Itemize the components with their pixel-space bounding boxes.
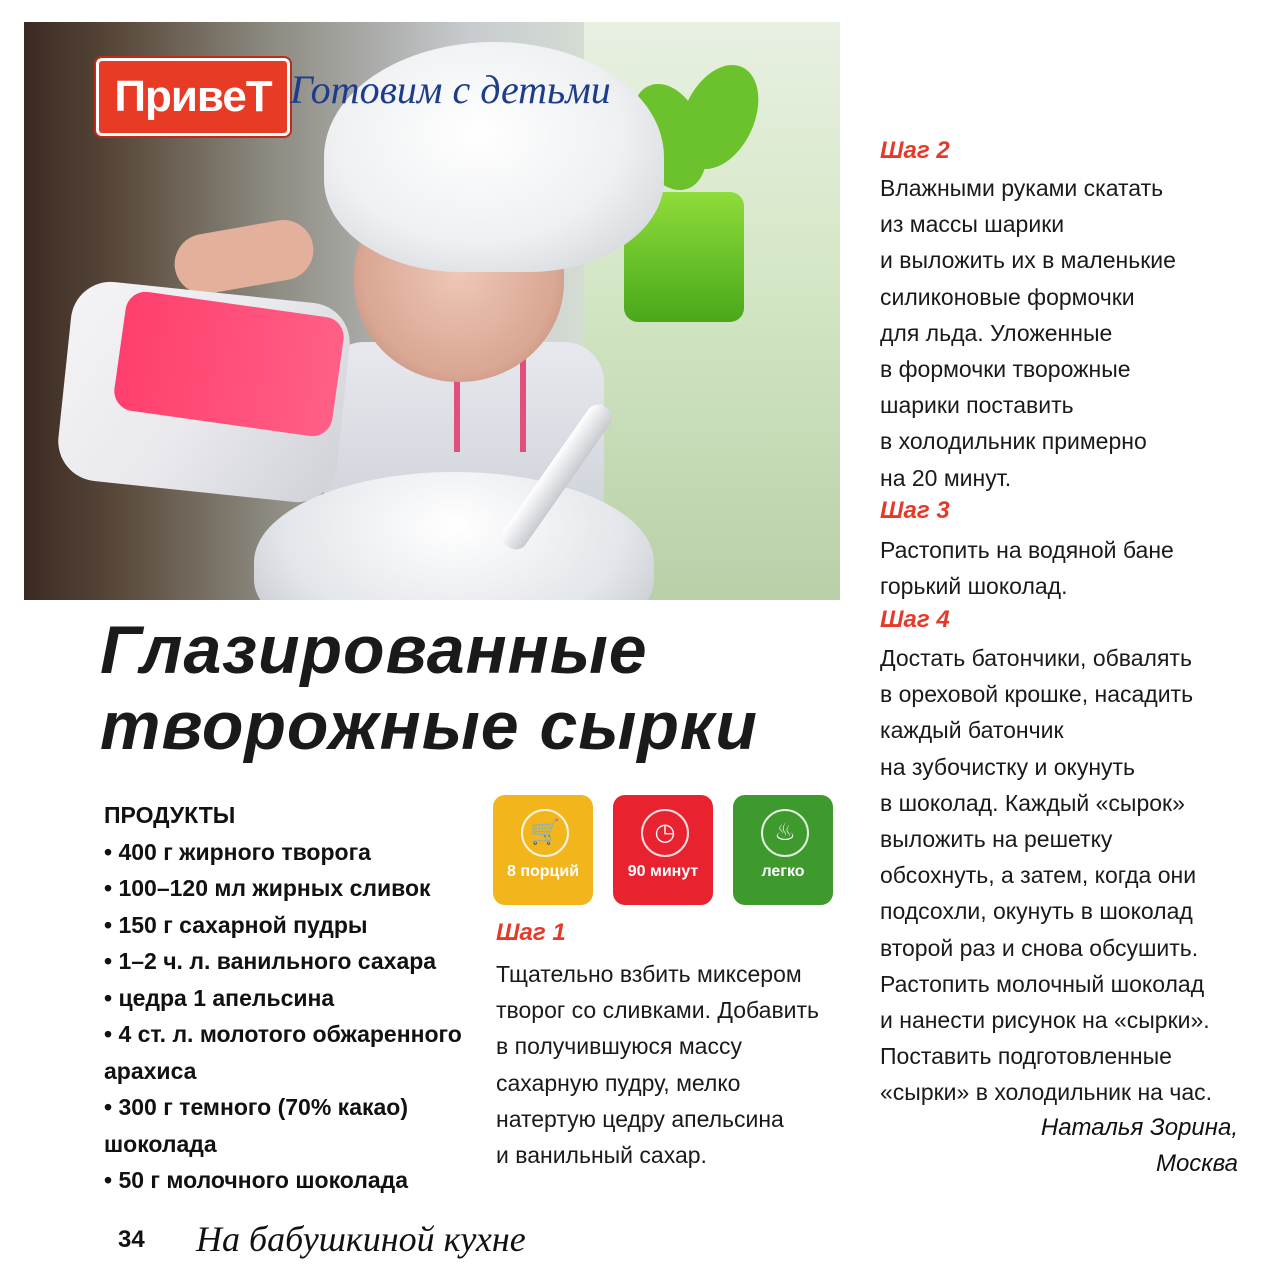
step-2-line: на 20 минут.: [880, 464, 1012, 491]
step-4-line: в ореховой крошке, насадить: [880, 681, 1194, 708]
recipe-title-line1: Глазированные: [100, 612, 648, 688]
step-3-line: горький шоколад.: [880, 573, 1068, 600]
step-4-line: Достать батончики, обвалять: [880, 645, 1192, 671]
product-item: • 100–120 мл жирных сливок: [104, 875, 431, 901]
step-1-line: сахарную пудру, мелко: [496, 1069, 741, 1096]
basket-icon: 🛒: [521, 809, 569, 857]
step-1-line: творог со сливками. Добавить: [496, 997, 820, 1024]
step-2-line: и выложить их в маленькие: [880, 247, 1176, 274]
step-4-line: обсохнуть, а затем, когда они: [880, 862, 1197, 889]
step-3-text: [880, 532, 1174, 604]
servings-badge: [493, 795, 593, 905]
recipe-badges: [493, 795, 838, 907]
step-4-line: в шоколад. Каждый «сырок»: [880, 789, 1185, 816]
brand-logo-text: ПривеТ: [114, 72, 272, 121]
product-item: • 1–2 ч. л. ванильного сахара: [104, 948, 437, 974]
product-item: • цедра 1 апельсина: [104, 984, 335, 1011]
product-item: • 4 ст. л. молотого обжаренного арахиса: [104, 1021, 462, 1084]
child-arm: [170, 215, 318, 298]
step-4-title: Шаг 4: [880, 606, 950, 633]
step-2-line: шарики поставить: [880, 392, 1074, 419]
product-item: • 300 г темного (70% какао) шоколада: [104, 1094, 408, 1157]
section-title: На бабушкиной кухне: [196, 1219, 526, 1259]
step-2-title: Шаг 2: [880, 137, 950, 164]
step-2-line: в холодильник примерно: [880, 428, 1147, 455]
step-1-line: в получившуюся массу: [496, 1033, 742, 1060]
step-4-line: второй раз и снова обсушить.: [880, 934, 1199, 961]
step-1-line: натертую цедру апельсина: [496, 1105, 784, 1132]
step-2-line: в формочки творожные: [880, 356, 1131, 383]
step-4-line: подсохли, окунуть в шоколад: [880, 898, 1193, 925]
step-4-line: и нанести рисунок на «сырки».: [880, 1007, 1210, 1034]
clock-icon: ◷: [641, 809, 689, 857]
step-1-text: [496, 956, 819, 1173]
step-2-text: [880, 170, 1176, 496]
step-4-line: Поставить подготовленные: [880, 1043, 1172, 1070]
step-2-line: из массы шарики: [880, 211, 1065, 238]
step-2-line: силиконовые формочки: [880, 283, 1135, 310]
step-4-text: [880, 640, 1212, 1111]
step-3-title: Шаг 3: [880, 497, 950, 524]
brand-subtitle: Готовим с детьми: [290, 67, 611, 112]
step-4-line: каждый батончик: [880, 717, 1064, 744]
step-4-line: на зубочистку и окунуть: [880, 753, 1136, 780]
author-city: Москва: [1155, 1150, 1238, 1177]
step-1-line: и ванильный сахар.: [496, 1142, 707, 1169]
product-item: • 400 г жирного творога: [104, 838, 371, 865]
recipe-title: [100, 612, 820, 764]
step-2-line: Влажными руками скатать: [880, 175, 1164, 201]
step-4-line: Растопить молочный шоколад: [880, 970, 1205, 997]
product-item: • 150 г сахарной пудры: [104, 911, 368, 938]
time-badge: [613, 795, 713, 905]
products-heading: ПРОДУКТЫ: [104, 802, 236, 828]
time-label: 90 минут: [627, 863, 699, 880]
brand-logo: [96, 58, 290, 136]
pot-icon: ♨: [761, 809, 809, 857]
products-list: [104, 797, 484, 1199]
servings-label: 8 порций: [506, 863, 580, 880]
step-4-line: выложить на решетку: [880, 826, 1113, 853]
step-4-line: «сырки» в холодильник на час.: [880, 1079, 1213, 1106]
product-item: • 50 г молочного шоколада: [104, 1167, 409, 1193]
step-3-line: Растопить на водяной бане: [880, 537, 1174, 563]
difficulty-badge: [733, 795, 833, 905]
author-signature: [1041, 1110, 1238, 1182]
recipe-title-line2: творожные сырки: [100, 688, 758, 764]
difficulty-label: легко: [761, 863, 805, 880]
step-2-line: для льда. Уложенные: [880, 319, 1113, 346]
step-1-line: Тщательно взбить миксером: [496, 961, 802, 987]
author-name: Наталья Зорина,: [1040, 1114, 1238, 1141]
step-1-title: Шаг 1: [496, 919, 566, 946]
page-number: 34: [118, 1226, 145, 1253]
